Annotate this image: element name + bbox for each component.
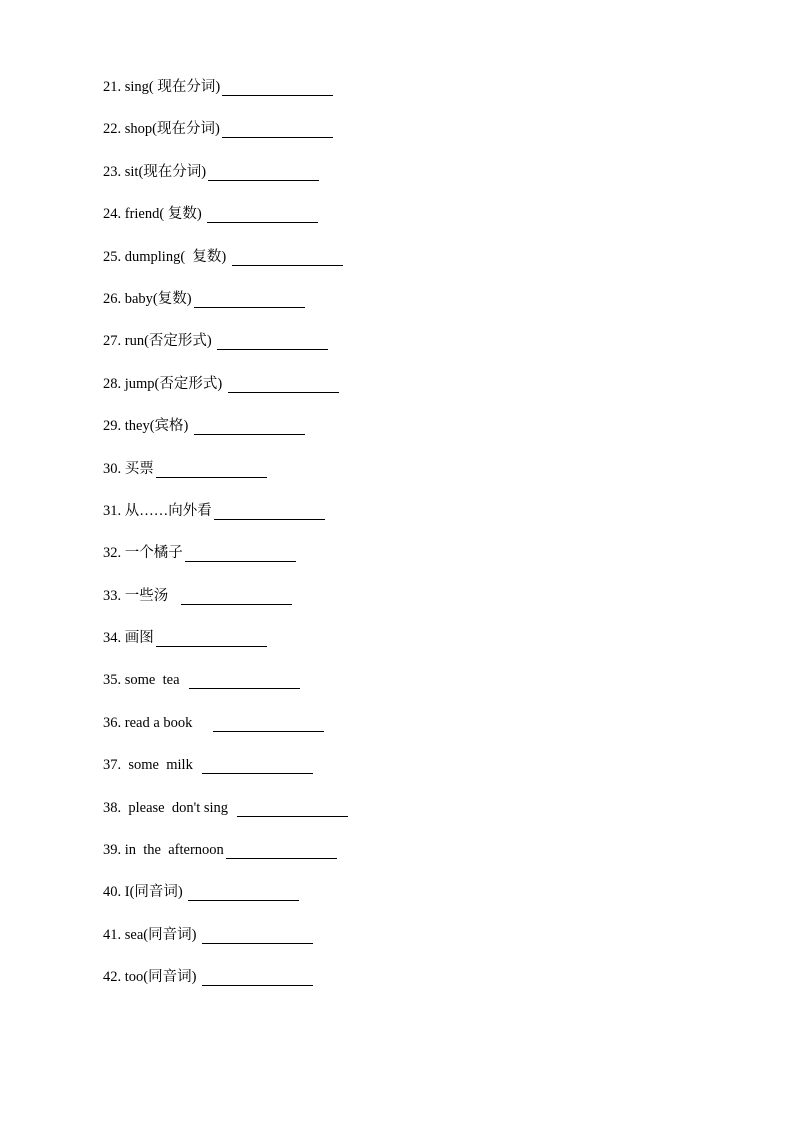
question-prompt: sea(同音词) (121, 926, 201, 943)
question-prompt: 一个橘子 (121, 545, 183, 562)
question-prompt: 一些汤 (121, 587, 180, 604)
question-list (103, 76, 348, 1009)
answer-blank[interactable] (214, 500, 325, 520)
answer-blank[interactable] (185, 542, 296, 562)
question-prompt: too(同音词) (121, 969, 201, 986)
question-prompt: in the afternoon (121, 842, 224, 859)
question-33 (103, 585, 348, 627)
question-prompt: I(同音词) (121, 884, 187, 901)
question-38 (103, 797, 348, 839)
question-number: 40. (103, 884, 122, 901)
question-prompt: run(否定形式) (121, 333, 216, 350)
answer-blank[interactable] (202, 754, 313, 774)
question-42 (103, 966, 348, 1008)
answer-blank[interactable] (232, 246, 343, 266)
question-number: 25. (103, 248, 122, 265)
question-number: 31. (103, 502, 122, 519)
answer-blank[interactable] (156, 458, 267, 478)
question-number: 34. (103, 630, 122, 647)
question-36 (103, 712, 348, 754)
question-number: 42. (103, 969, 122, 986)
question-number: 33. (103, 587, 122, 604)
question-prompt: some tea (121, 672, 187, 689)
question-number: 28. (103, 375, 122, 392)
question-28 (103, 373, 348, 415)
question-31 (103, 500, 348, 542)
question-number: 36. (103, 714, 122, 731)
question-prompt: 从……向外看 (121, 502, 212, 519)
question-22 (103, 118, 348, 160)
question-number: 35. (103, 672, 122, 689)
question-number: 23. (103, 163, 122, 180)
question-21 (103, 76, 348, 118)
question-34 (103, 627, 348, 669)
question-41 (103, 924, 348, 966)
answer-blank[interactable] (189, 669, 300, 689)
question-25 (103, 246, 348, 288)
answer-blank[interactable] (202, 924, 313, 944)
question-37 (103, 754, 348, 796)
answer-blank[interactable] (222, 76, 333, 96)
question-40 (103, 881, 348, 923)
answer-blank[interactable] (208, 161, 319, 181)
question-prompt: read a book (121, 714, 211, 731)
question-number: 30. (103, 460, 122, 477)
answer-blank[interactable] (181, 585, 292, 605)
question-prompt: 买票 (121, 460, 154, 477)
question-prompt: baby(复数) (121, 290, 192, 307)
answer-blank[interactable] (202, 966, 313, 986)
question-prompt: 画图 (121, 630, 154, 647)
question-29 (103, 415, 348, 457)
question-number: 41. (103, 926, 122, 943)
answer-blank[interactable] (237, 797, 348, 817)
question-number: 26. (103, 290, 122, 307)
question-number: 29. (103, 418, 122, 435)
question-number: 39. (103, 842, 122, 859)
question-23 (103, 161, 348, 203)
answer-blank[interactable] (194, 288, 305, 308)
question-32 (103, 542, 348, 584)
question-number: 32. (103, 545, 122, 562)
answer-blank[interactable] (213, 712, 324, 732)
question-39 (103, 839, 348, 881)
question-number: 38. (103, 799, 122, 816)
question-26 (103, 288, 348, 330)
question-24 (103, 203, 348, 245)
answer-blank[interactable] (207, 203, 318, 223)
question-number: 21. (103, 79, 122, 95)
answer-blank[interactable] (188, 881, 299, 901)
question-30 (103, 458, 348, 500)
question-number: 22. (103, 121, 122, 138)
question-prompt: some milk (121, 757, 201, 774)
question-27 (103, 330, 348, 372)
question-number: 27. (103, 333, 122, 350)
question-35 (103, 669, 348, 711)
question-prompt: sit(现在分词) (121, 163, 207, 180)
question-number: 37. (103, 757, 122, 774)
answer-blank[interactable] (228, 373, 339, 393)
answer-blank[interactable] (194, 415, 305, 435)
question-prompt: shop(现在分词) (121, 121, 220, 138)
answer-blank[interactable] (226, 839, 337, 859)
question-prompt: sing( 现在分词) (121, 79, 221, 95)
question-number: 24. (103, 206, 122, 223)
question-prompt: they(宾格) (121, 418, 192, 435)
question-prompt: please don't sing (121, 799, 236, 816)
question-prompt: friend( 复数) (121, 206, 206, 223)
answer-blank[interactable] (156, 627, 267, 647)
question-prompt: jump(否定形式) (121, 375, 226, 392)
question-prompt: dumpling( 复数) (121, 248, 230, 265)
answer-blank[interactable] (217, 330, 328, 350)
answer-blank[interactable] (222, 118, 333, 138)
